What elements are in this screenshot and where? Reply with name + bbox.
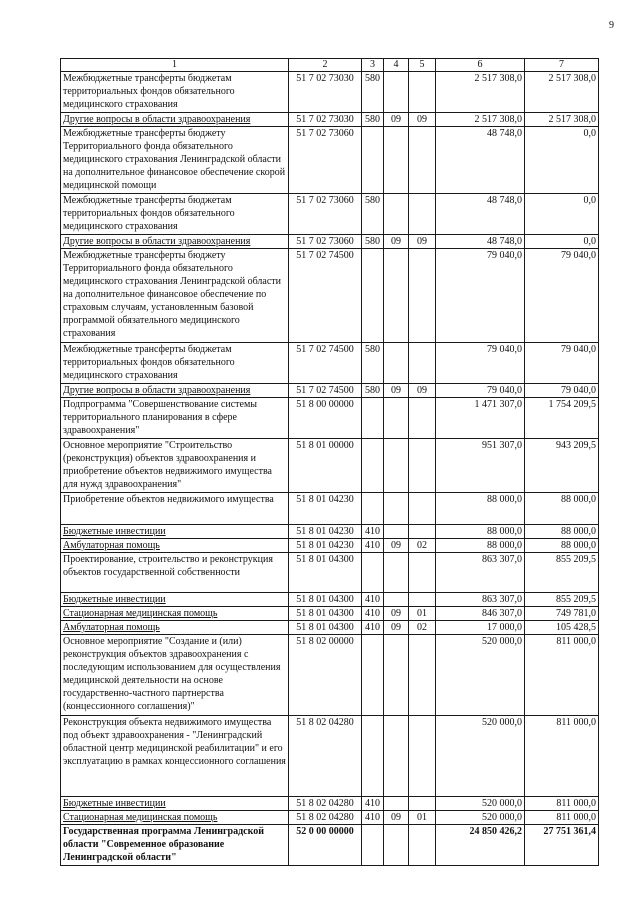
cell-subsection	[409, 797, 436, 811]
cell-subsection: 09	[409, 384, 436, 398]
cell-amount-year-1: 520 000,0	[436, 811, 525, 825]
cell-amount-year-2: 1 754 209,5	[525, 398, 599, 439]
table-row	[61, 825, 599, 866]
cell-expense-type	[362, 553, 384, 593]
cell-amount-year-2: 0,0	[525, 127, 599, 194]
cell-amount-year-1: 520 000,0	[436, 716, 525, 797]
cell-section: 09	[384, 539, 409, 553]
table-row	[61, 621, 599, 635]
cell-section	[384, 194, 409, 235]
cell-name: Другие вопросы в области здравоохранения	[61, 235, 289, 249]
cell-amount-year-1: 48 748,0	[436, 127, 525, 194]
cell-amount-year-1: 79 040,0	[436, 384, 525, 398]
cell-target-code: 51 7 02 73060	[289, 127, 362, 194]
cell-amount-year-2: 88 000,0	[525, 539, 599, 553]
cell-amount-year-1: 863 307,0	[436, 553, 525, 593]
cell-amount-year-2: 811 000,0	[525, 797, 599, 811]
cell-target-code: 51 8 01 04300	[289, 607, 362, 621]
cell-section: 09	[384, 621, 409, 635]
cell-expense-type	[362, 716, 384, 797]
cell-subsection	[409, 249, 436, 343]
cell-subsection	[409, 635, 436, 716]
cell-amount-year-1: 2 517 308,0	[436, 113, 525, 127]
cell-section	[384, 343, 409, 384]
cell-section: 09	[384, 235, 409, 249]
cell-expense-type: 580	[362, 384, 384, 398]
cell-target-code: 51 7 02 73060	[289, 194, 362, 235]
cell-subsection: 01	[409, 811, 436, 825]
cell-amount-year-1: 88 000,0	[436, 539, 525, 553]
cell-amount-year-1: 88 000,0	[436, 525, 525, 539]
cell-section	[384, 127, 409, 194]
cell-expense-type: 410	[362, 539, 384, 553]
cell-name: Другие вопросы в области здравоохранения	[61, 113, 289, 127]
cell-section	[384, 716, 409, 797]
cell-expense-type: 580	[362, 235, 384, 249]
cell-expense-type	[362, 249, 384, 343]
cell-target-code: 51 8 01 04300	[289, 553, 362, 593]
cell-subsection	[409, 825, 436, 866]
cell-name: Межбюджетные трансферты бюджетам территориальных фондов обязательного медицинского страхования	[61, 72, 289, 113]
cell-section: 09	[384, 607, 409, 621]
column-number-row	[61, 59, 599, 72]
cell-expense-type	[362, 635, 384, 716]
cell-amount-year-2: 88 000,0	[525, 493, 599, 525]
cell-section	[384, 493, 409, 525]
cell-amount-year-2: 0,0	[525, 235, 599, 249]
table-row	[61, 398, 599, 439]
cell-name: Другие вопросы в области здравоохранения	[61, 384, 289, 398]
cell-expense-type: 410	[362, 607, 384, 621]
cell-target-code: 51 7 02 73030	[289, 72, 362, 113]
cell-section	[384, 398, 409, 439]
cell-section	[384, 72, 409, 113]
cell-name: Реконструкция объекта недвижимого имущества под объект здравоохранения - "Ленинградский областной центр медицинской реабилитации" и его эксплуатацию в рамках концессионного соглашения	[61, 716, 289, 797]
cell-name: Бюджетные инвестиции	[61, 525, 289, 539]
table-row	[61, 716, 599, 797]
cell-expense-type: 580	[362, 194, 384, 235]
cell-section	[384, 525, 409, 539]
cell-name: Бюджетные инвестиции	[61, 797, 289, 811]
cell-expense-type: 580	[362, 72, 384, 113]
cell-target-code: 51 8 02 00000	[289, 635, 362, 716]
cell-amount-year-2: 0,0	[525, 194, 599, 235]
table-row	[61, 343, 599, 384]
cell-subsection: 09	[409, 235, 436, 249]
cell-name: Приобретение объектов недвижимого имущества	[61, 493, 289, 525]
table-row	[61, 249, 599, 343]
cell-section	[384, 249, 409, 343]
cell-expense-type: 410	[362, 525, 384, 539]
cell-amount-year-2: 943 209,5	[525, 439, 599, 493]
cell-amount-year-1: 24 850 426,2	[436, 825, 525, 866]
table-row	[61, 72, 599, 113]
cell-target-code: 51 7 02 73060	[289, 235, 362, 249]
cell-target-code: 51 8 01 04230	[289, 493, 362, 525]
cell-amount-year-1: 2 517 308,0	[436, 72, 525, 113]
cell-expense-type	[362, 825, 384, 866]
cell-expense-type	[362, 439, 384, 493]
table-row	[61, 384, 599, 398]
cell-target-code: 51 8 02 04280	[289, 716, 362, 797]
column-header: 3	[362, 59, 384, 72]
cell-name: Межбюджетные трансферты бюджету Территориального фонда обязательного медицинского страхования Ленинградской области на дополнительное финансовое обеспечение скорой медицинской помощи	[61, 127, 289, 194]
cell-subsection: 01	[409, 607, 436, 621]
table-row	[61, 811, 599, 825]
cell-section: 09	[384, 811, 409, 825]
cell-subsection	[409, 593, 436, 607]
table-row	[61, 194, 599, 235]
cell-amount-year-1: 520 000,0	[436, 635, 525, 716]
cell-section	[384, 635, 409, 716]
cell-amount-year-2: 749 781,0	[525, 607, 599, 621]
cell-name: Основное мероприятие "Создание и (или) реконструкция объектов здравоохранения с последующим использованием для осуществления медицинской деятельности на основе государственно-частного партнерства (концессионного соглашения)"	[61, 635, 289, 716]
cell-expense-type: 410	[362, 621, 384, 635]
cell-amount-year-2: 811 000,0	[525, 635, 599, 716]
cell-section	[384, 797, 409, 811]
table-row	[61, 635, 599, 716]
cell-target-code: 51 8 02 04280	[289, 797, 362, 811]
cell-subsection	[409, 439, 436, 493]
cell-target-code: 51 8 00 00000	[289, 398, 362, 439]
cell-amount-year-1: 79 040,0	[436, 343, 525, 384]
cell-section	[384, 439, 409, 493]
column-header: 1	[61, 59, 289, 72]
cell-name: Амбулаторная помощь	[61, 621, 289, 635]
cell-amount-year-1: 48 748,0	[436, 235, 525, 249]
table-row	[61, 113, 599, 127]
cell-amount-year-1: 863 307,0	[436, 593, 525, 607]
cell-name: Межбюджетные трансферты бюджетам территориальных фондов обязательного медицинского страхования	[61, 343, 289, 384]
cell-amount-year-2: 2 517 308,0	[525, 113, 599, 127]
cell-amount-year-2: 2 517 308,0	[525, 72, 599, 113]
cell-amount-year-2: 27 751 361,4	[525, 825, 599, 866]
table-row	[61, 525, 599, 539]
cell-subsection	[409, 525, 436, 539]
cell-amount-year-2: 79 040,0	[525, 249, 599, 343]
column-header: 2	[289, 59, 362, 72]
cell-amount-year-2: 88 000,0	[525, 525, 599, 539]
cell-amount-year-1: 520 000,0	[436, 797, 525, 811]
cell-subsection	[409, 72, 436, 113]
cell-subsection	[409, 553, 436, 593]
cell-target-code: 51 8 01 00000	[289, 439, 362, 493]
cell-amount-year-1: 88 000,0	[436, 493, 525, 525]
cell-name: Подпрограмма "Совершенствование системы территориального планирования в сфере здравоохранения"	[61, 398, 289, 439]
cell-section: 09	[384, 113, 409, 127]
table-row	[61, 797, 599, 811]
cell-name: Межбюджетные трансферты бюджету Территориального фонда обязательного медицинского страхования Ленинградской области на дополнительное финансовое обеспечение по страховым случаям, установленным базовой программой обязательного медицинского страхования	[61, 249, 289, 343]
cell-name: Межбюджетные трансферты бюджетам территориальных фондов обязательного медицинского страхования	[61, 194, 289, 235]
cell-amount-year-2: 855 209,5	[525, 593, 599, 607]
cell-subsection: 02	[409, 621, 436, 635]
cell-target-code: 51 8 01 04230	[289, 539, 362, 553]
cell-subsection	[409, 343, 436, 384]
cell-amount-year-2: 811 000,0	[525, 716, 599, 797]
cell-expense-type	[362, 127, 384, 194]
cell-name: Основное мероприятие "Строительство (реконструкция) объектов здравоохранения и приобретение объектов недвижимого имущества для нужд здравоохранения"	[61, 439, 289, 493]
table-row	[61, 439, 599, 493]
table-row	[61, 607, 599, 621]
cell-amount-year-2: 855 209,5	[525, 553, 599, 593]
column-header: 5	[409, 59, 436, 72]
cell-subsection	[409, 127, 436, 194]
cell-target-code: 51 8 02 04280	[289, 811, 362, 825]
table-row	[61, 593, 599, 607]
cell-amount-year-2: 79 040,0	[525, 384, 599, 398]
cell-name: Бюджетные инвестиции	[61, 593, 289, 607]
cell-name: Стационарная медицинская помощь	[61, 811, 289, 825]
cell-expense-type: 410	[362, 593, 384, 607]
column-header: 4	[384, 59, 409, 72]
cell-subsection: 02	[409, 539, 436, 553]
cell-expense-type: 410	[362, 811, 384, 825]
cell-expense-type: 580	[362, 343, 384, 384]
cell-target-code: 51 7 02 74500	[289, 249, 362, 343]
cell-target-code: 51 8 01 04300	[289, 593, 362, 607]
cell-target-code: 51 7 02 73030	[289, 113, 362, 127]
cell-name: Проектирование, строительство и реконструкция объектов государственной собственности	[61, 553, 289, 593]
cell-subsection	[409, 493, 436, 525]
cell-amount-year-1: 1 471 307,0	[436, 398, 525, 439]
cell-target-code: 52 0 00 00000	[289, 825, 362, 866]
cell-expense-type: 410	[362, 797, 384, 811]
table-row	[61, 493, 599, 525]
cell-subsection	[409, 716, 436, 797]
cell-expense-type: 580	[362, 113, 384, 127]
cell-section	[384, 825, 409, 866]
table-row	[61, 235, 599, 249]
cell-name: Амбулаторная помощь	[61, 539, 289, 553]
table-row	[61, 553, 599, 593]
cell-target-code: 51 7 02 74500	[289, 384, 362, 398]
cell-target-code: 51 8 01 04230	[289, 525, 362, 539]
cell-amount-year-1: 846 307,0	[436, 607, 525, 621]
cell-subsection	[409, 398, 436, 439]
column-header: 7	[525, 59, 599, 72]
cell-subsection: 09	[409, 113, 436, 127]
budget-table	[60, 58, 599, 866]
cell-section: 09	[384, 384, 409, 398]
cell-amount-year-1: 17 000,0	[436, 621, 525, 635]
column-header: 6	[436, 59, 525, 72]
cell-section	[384, 553, 409, 593]
table-row	[61, 539, 599, 553]
cell-amount-year-2: 79 040,0	[525, 343, 599, 384]
cell-amount-year-1: 48 748,0	[436, 194, 525, 235]
cell-target-code: 51 7 02 74500	[289, 343, 362, 384]
cell-amount-year-2: 811 000,0	[525, 811, 599, 825]
cell-expense-type	[362, 493, 384, 525]
cell-name: Стационарная медицинская помощь	[61, 607, 289, 621]
cell-target-code: 51 8 01 04300	[289, 621, 362, 635]
cell-section	[384, 593, 409, 607]
cell-amount-year-2: 105 428,5	[525, 621, 599, 635]
page-number: 9	[609, 20, 614, 31]
cell-expense-type	[362, 398, 384, 439]
cell-subsection	[409, 194, 436, 235]
cell-name: Государственная программа Ленинградской области "Современное образование Ленинградской области"	[61, 825, 289, 866]
table-row	[61, 127, 599, 194]
cell-amount-year-1: 951 307,0	[436, 439, 525, 493]
cell-amount-year-1: 79 040,0	[436, 249, 525, 343]
